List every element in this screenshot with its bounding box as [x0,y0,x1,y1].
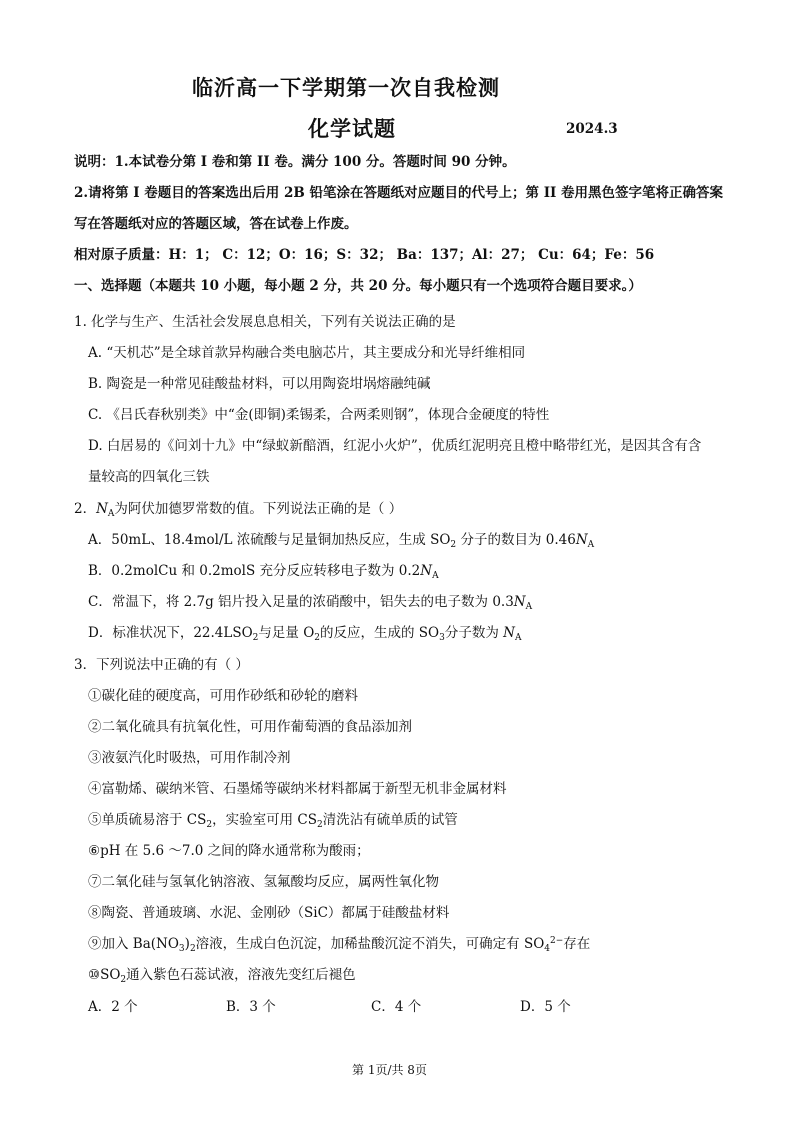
q3-statement-10 [88,963,356,983]
q2-a-text-2: 分子的数目为 0.46 [456,532,576,548]
q3-option-b: B．3 个 [226,999,276,1015]
q3-statement-7: ⑦二氧化硅与氢氧化钠溶液、氢氟酸均反应，属两性氧化物 [88,874,439,890]
section-heading: 一、选择题（本题共 10 小题，每小题 2 分，共 20 分。每小题只有一个选项符合题目要求。） [74,278,642,294]
q2-d-text: D．标准状况下，22.4LSO [88,625,253,641]
exam-title: 临沂高一下学期第一次自我检测 [192,75,500,100]
q2-d-text-4: 分子数为 [444,625,504,641]
q2-option-d [88,621,521,641]
q3-s9-text-2: ) [184,936,190,952]
q2-b-na-sub: A [432,571,439,581]
q2-a-na-sub: A [587,540,595,550]
q3-statement-4: ④富勒烯、碳纳米管、石墨烯等碳纳米材料都属于新型无机非金属材料 [88,781,507,797]
q1-option-a: A. “天机芯”是全球首款异构融合类电脑芯片，其主要成分和光导纤维相同 [88,345,526,361]
q2-d-sub-2: 2 [314,633,320,643]
note-line-3: 写在答题纸对应的答题区域，答在试卷上作废。 [74,216,358,232]
q3-s9-sub-3: 4 [544,944,551,954]
q3-option-c: C．4 个 [371,999,422,1015]
avogadro-symbol: N [96,501,108,517]
q3-s10-text-2: 通入紫色石蕊试液，溶液先变红后褪色 [126,967,356,983]
q2-number: 2． [74,501,97,517]
q2-d-sub-1: 2 [252,633,259,643]
q2-option-b [88,559,439,579]
q3-s9-text-4: 存在 [563,936,591,952]
q3-option-d: D．5 个 [520,999,571,1015]
page-number: 第 1页/共 8页 [352,1063,427,1077]
q3-s5-sub: 2 [206,820,213,830]
note-line-2: 2.请将第 I 卷题目的答案选出后用 2B 铅笔涂在答题纸对应题目的代号上；第 II 卷用黑色签字笔将正确答案 [74,185,724,201]
q3-s5-text-2: ，实验室可用 CS [212,812,317,828]
q3-s9-text-3: 溶液，生成白色沉淀，加稀盐酸沉淀不消失，可确定有 SO [195,936,545,952]
note-line-1: 说明：1.本试卷分第 I 卷和第 II 卷。满分 100 分。答题时间 90 分钟。 [74,154,516,170]
avogadro-subscript: A [107,509,115,519]
q3-option-a: A．2 个 [88,999,138,1015]
q2-c-na: N [513,594,526,610]
q3-statement-1: ①碳化硅的硬度高，可用作砂纸和砂轮的磨料 [88,688,358,704]
q1-stem: 1. 化学与生产、生活社会发展息息相关，下列有关说法正确的是 [74,314,456,330]
q2-stem-text: 为阿伏加德罗常数的值。下列说法正确的是（ ） [114,501,403,517]
q2-a-na: N [575,532,588,548]
q3-stem: 3．下列说法中正确的有（ ） [74,657,249,673]
q3-statement-9 [88,932,590,952]
q2-a-text: A．50mL、18.4mol/L 浓硫酸与足量铜加热反应，生成 SO [88,532,451,548]
q3-s5-text: ⑤单质硫易溶于 CS [88,812,207,828]
q2-c-text: C．常温下，将 2.7g 铝片投入足量的浓硝酸中，铝失去的电子数为 0.3 [88,594,514,610]
q2-d-sub-3: 3 [439,633,445,643]
q2-b-text: B．0.2molCu 和 0.2molS 充分反应转移电子数为 0.2 [88,563,421,579]
q3-s5-sub-2: 2 [316,820,323,830]
q2-c-na-sub: A [525,602,533,612]
q1-option-b: B. 陶瓷是一种常见硅酸盐材料，可以用陶瓷坩埚熔融纯碱 [88,376,431,392]
q2-option-a [88,528,594,548]
q1-option-c: C. 《吕氏春秋别类》中“金(即铜)柔锡柔，合两柔则钢”，体现合金硬度的特性 [88,407,550,423]
q3-s10-sub: 2 [120,975,127,985]
q3-s9-sub-2: 2 [189,944,196,954]
q3-statement-3: ③液氨汽化时吸热，可用作制冷剂 [88,750,291,766]
q3-s9-sub-1: 3 [178,944,185,954]
q3-statement-8: ⑧陶瓷、普通玻璃、水泥、金刚砂（SiC）都属于硅酸盐材料 [88,905,450,921]
q3-s10-text: ⑩SO [88,967,121,983]
q2-d-text-3: 的反应，生成的 SO [320,625,440,641]
q2-d-na-sub: A [514,633,522,643]
q2-d-na: N [503,625,515,641]
q3-s9-text: ⑨加入 Ba(NO [88,936,179,952]
q3-s9-sup: 2− [550,936,564,946]
q3-statement-6: ⑥pH 在 5.6 ～7.0 之间的降水通常称为酸雨； [88,843,370,859]
q1-option-d: D. 白居易的《问刘十九》中“绿蚁新醅酒，红泥小火炉”，优质红泥明亮且橙中略带红光，是因其含有含 [88,438,702,454]
q1-option-d-cont: 量较高的四氧化三铁 [88,469,210,485]
q3-s5-text-3: 清洗沾有硫单质的试管 [322,812,458,828]
atomic-masses: 相对原子质量：H：1； C：12；O：16；S：32； Ba：137；Al：27； Cu：64；Fe：56 [74,247,655,263]
q2-option-c [88,590,532,610]
q2-d-text-2: 与足量 O [258,625,315,641]
q3-statement-2: ②二氧化硫具有抗氧化性，可用作葡萄酒的食品添加剂 [88,719,412,735]
q2-a-sub: 2 [450,540,457,550]
q2-stem [74,497,402,517]
exam-date: 2024.3 [566,121,618,137]
subject-title: 化学试题 [308,116,396,141]
q2-b-na: N [420,563,433,579]
q3-statement-5 [88,808,458,828]
